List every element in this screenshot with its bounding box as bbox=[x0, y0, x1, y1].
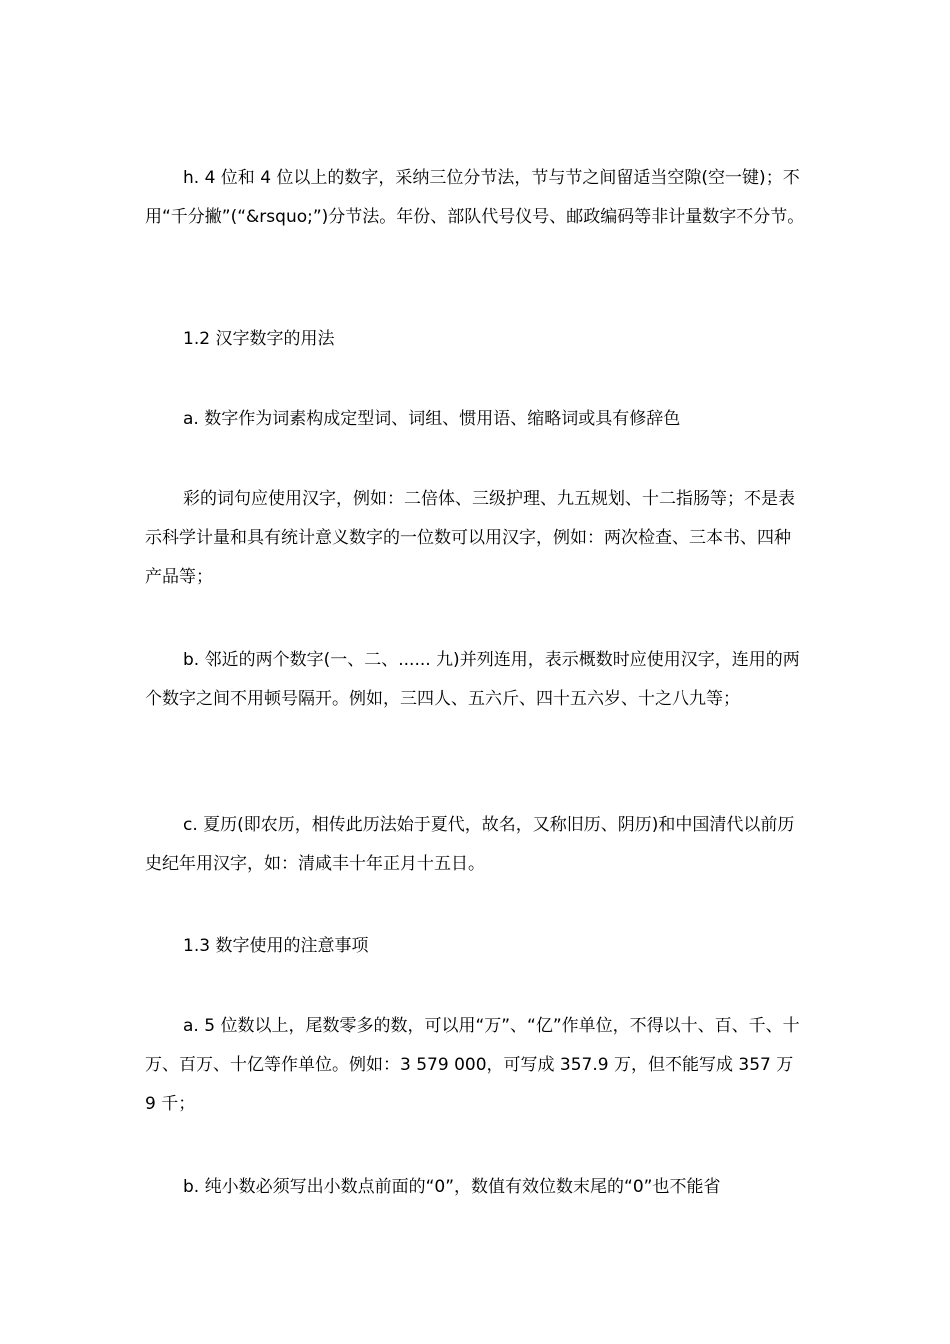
paragraph-a-continued: 彩的词句应使用汉字，例如：二倍体、三级护理、九五规划、十二指肠等；不是表示科学计量和具有统计意义数字的一位数可以用汉字，例如：两次检查、三本书、四种产品等； bbox=[145, 489, 795, 587]
paragraph-b-decimals: b. 纯小数必须写出小数点前面的“0”，数值有效位数末尾的“0”也不能省 bbox=[183, 1177, 721, 1197]
paragraph-a-chinese-numerals: a. 数字作为词素构成定型词、词组、惯用语、缩略词或具有修辞色 bbox=[183, 409, 681, 429]
section-heading-1-3: 1.3 数字使用的注意事项 bbox=[183, 936, 369, 956]
paragraph-c-lunar-calendar: c. 夏历(即农历，相传此历法始于夏代，故名，又称旧历、阴历)和中国清代以前历史纪年用汉字，如：清咸丰十年正月十五日。 bbox=[145, 815, 795, 874]
section-heading-1-2: 1.2 汉字数字的用法 bbox=[183, 329, 335, 349]
paragraph-h-digit-grouping: h. 4 位和 4 位以上的数字，采纳三位分节法，节与节之间留适当空隙(空一键)；不用“千分撇”(“&rsquo;”)分节法。年份、部队代号仪号、邮政编码等非计量数字不分节。 bbox=[145, 168, 805, 227]
paragraph-b-adjacent-numbers: b. 邻近的两个数字(一、二、...... 九)并列连用，表示概数时应使用汉字，连用的两个数字之间不用顿号隔开。例如，三四人、五六斤、四十五六岁、十之八九等； bbox=[145, 650, 800, 709]
paragraph-a-large-numbers: a. 5 位数以上，尾数零多的数，可以用“万”、“亿”作单位，不得以十、百、千、十万、百万、十亿等作单位。例如：3 579 000，可写成 357.9 万，但不能写成 357 万 9 千； bbox=[145, 1016, 800, 1114]
